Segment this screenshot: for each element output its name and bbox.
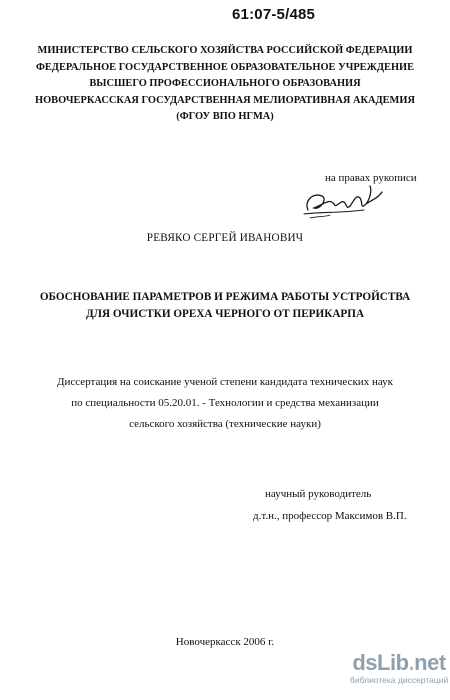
dslib-watermark-link[interactable] bbox=[350, 651, 448, 686]
logo-left: dsLib bbox=[352, 650, 409, 675]
supervisor-name: д.т.н., профессор Максимов В.П. bbox=[253, 510, 407, 522]
dissertation-title bbox=[0, 289, 450, 323]
watermark-caption: библиотека диссертаций bbox=[350, 675, 449, 685]
degree-line: по специальности 05.20.01. - Технологии и средства механизации bbox=[71, 397, 379, 409]
organization-line: (ФГОУ ВПО НГМА) bbox=[176, 111, 274, 123]
supervisor-role: научный руководитель bbox=[265, 488, 372, 500]
logo-right: net bbox=[414, 650, 446, 675]
organization-line: ФЕДЕРАЛЬНОЕ ГОСУДАРСТВЕННОЕ ОБРАЗОВАТЕЛЬНОЕ УЧРЕЖДЕНИЕ bbox=[35, 61, 415, 73]
title-line: ОБОСНОВАНИЕ ПАРАМЕТРОВ И РЕЖИМА РАБОТЫ УСТРОЙСТВА bbox=[39, 291, 411, 303]
catalog-number: 61:07-5/485 bbox=[232, 6, 316, 23]
author-name: РЕВЯКО СЕРГЕЙ ИВАНОВИЧ bbox=[146, 232, 304, 244]
dslib-logo bbox=[350, 651, 448, 675]
organization-line: ВЫСШЕГО ПРОФЕССИОНАЛЬНОГО ОБРАЗОВАНИЯ bbox=[89, 78, 361, 90]
handwritten-signature bbox=[300, 180, 390, 222]
degree-line: Диссертация на соискание ученой степени кандидата технических наук bbox=[57, 376, 393, 388]
logo-separator: . bbox=[408, 650, 415, 675]
title-line: ДЛЯ ОЧИСТКИ ОРЕХА ЧЕРНОГО ОТ ПЕРИКАРПА bbox=[85, 308, 365, 320]
city-year: Новочеркасск 2006 г. bbox=[175, 636, 275, 648]
degree-line: сельского хозяйства (технические науки) bbox=[129, 418, 321, 430]
organization-header bbox=[0, 43, 450, 126]
manuscript-note: на правах рукописи bbox=[325, 172, 417, 184]
organization-line: МИНИСТЕРСТВО СЕЛЬСКОГО ХОЗЯЙСТВА РОССИЙСКОЙ ФЕДЕРАЦИИ bbox=[37, 45, 413, 56]
degree-statement bbox=[0, 372, 450, 435]
organization-line: НОВОЧЕРКАССКАЯ ГОСУДАРСТВЕННАЯ МЕЛИОРАТИВНАЯ АКАДЕМИЯ bbox=[35, 94, 415, 106]
